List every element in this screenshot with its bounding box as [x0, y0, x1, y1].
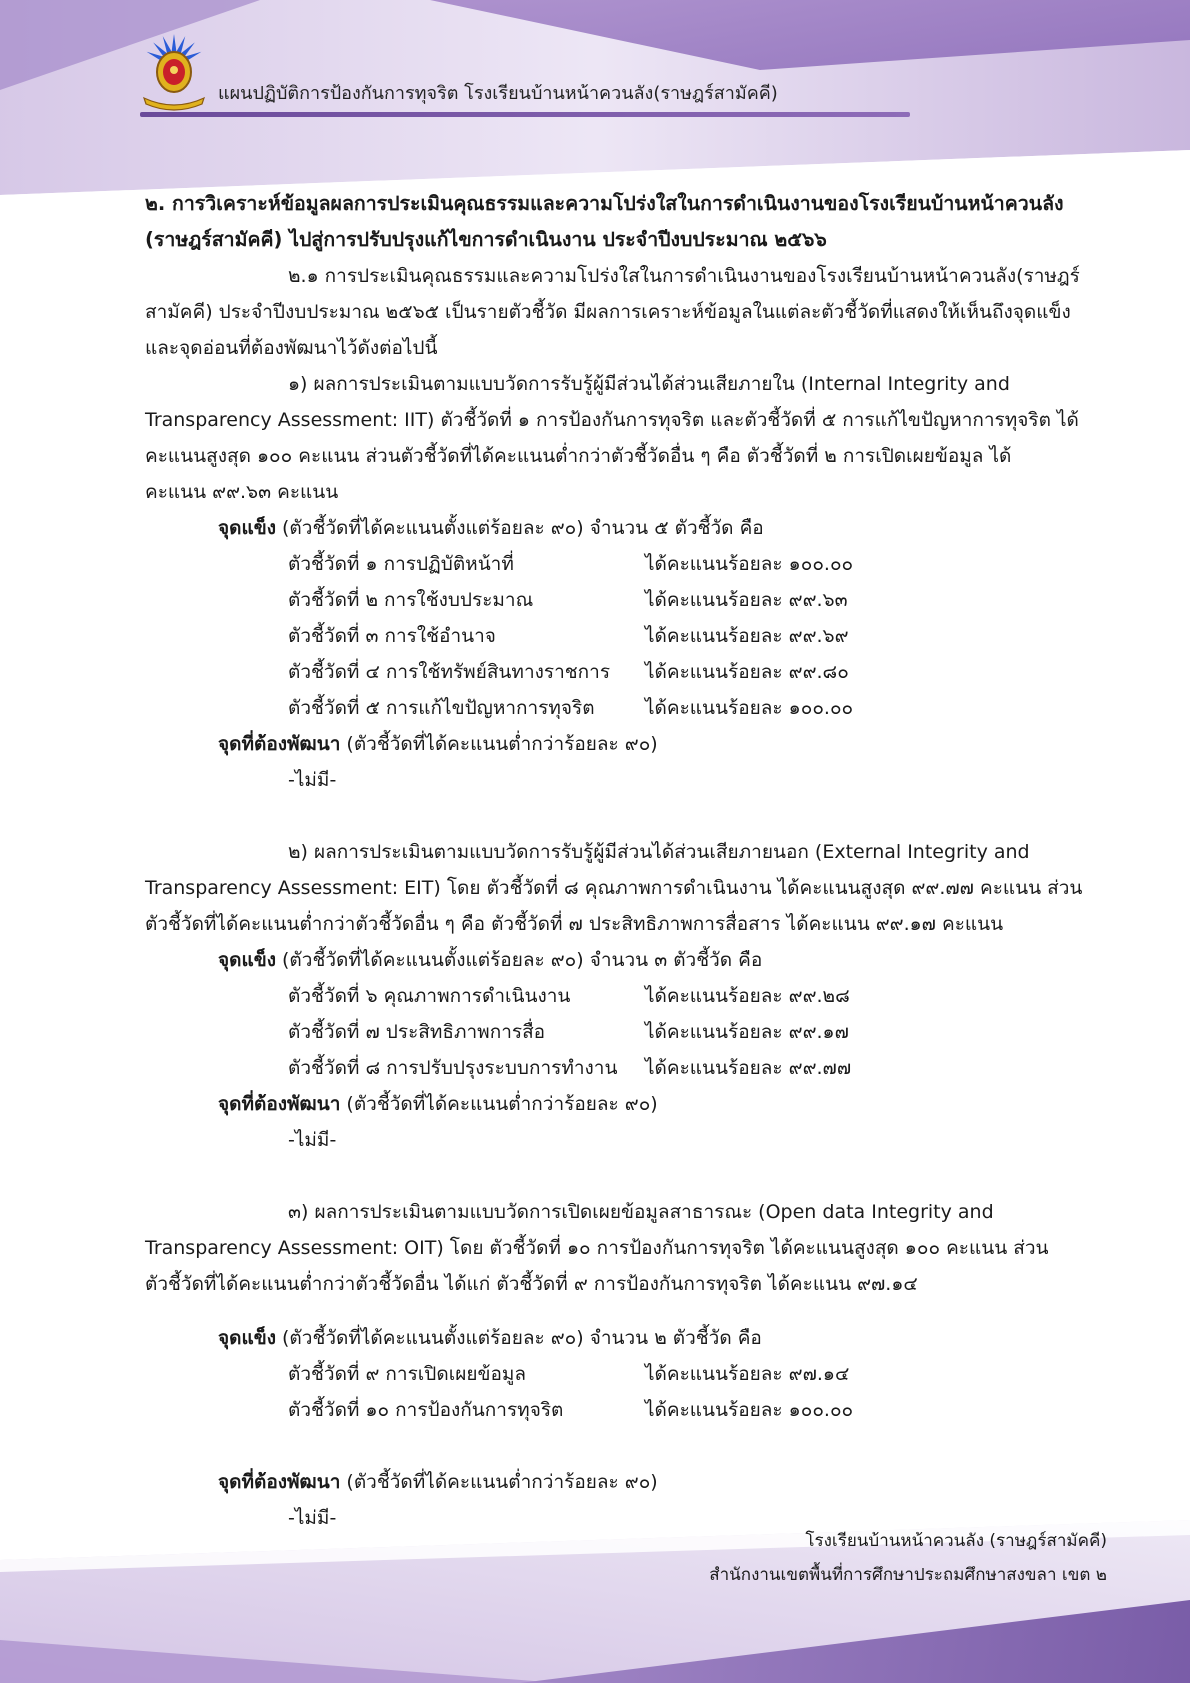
indicator-score: ได้คะแนนร้อยละ ๑๐๐.๐๐ — [645, 553, 854, 575]
indicator-score: ได้คะแนนร้อยละ ๙๙.๒๘ — [645, 985, 850, 1007]
spacer — [145, 798, 1105, 834]
develop-label: จุดที่ต้องพัฒนา — [218, 733, 341, 755]
iit-paragraph-cont: Transparency Assessment: IIT) ตัวชี้วัดที่ ๑ การป้องกันการทุจริต และตัวชี้วัดที่ ๕ การแก้ไขปัญหาการทุจริต ได้ — [145, 409, 1079, 431]
eit-paragraph: ๒) ผลการประเมินตามแบบวัดการรับรู้ผู้มีส่วนได้ส่วนเสียภายนอก (External Integrity and — [288, 841, 1030, 863]
indicator-label: ตัวชี้วัดที่ ๕ การแก้ไขปัญหาการทุจริต — [288, 697, 595, 719]
indicator-row — [145, 546, 1105, 582]
iit-paragraph: ๑) ผลการประเมินตามแบบวัดการรับรู้ผู้มีส่วนได้ส่วนเสียภายใน (Internal Integrity and — [288, 373, 1010, 395]
indicator-label: ตัวชี้วัดที่ ๙ การเปิดเผยข้อมูล — [288, 1363, 527, 1385]
none-text: -ไม่มี- — [288, 1129, 337, 1151]
indicator-label: ตัวชี้วัดที่ ๔ การใช้ทรัพย์สินทางราชการ — [288, 661, 611, 683]
strength-line — [145, 1320, 1105, 1356]
none-text: -ไม่มี- — [288, 769, 337, 791]
intro-paragraph-cont: และจุดอ่อนที่ต้องพัฒนาไว้ดังต่อไปนี้ — [145, 337, 438, 359]
page-footer — [709, 1524, 1107, 1592]
header-divider — [140, 112, 910, 117]
develop-desc: (ตัวชี้วัดที่ได้คะแนนต่ำกว่าร้อยละ ๙๐) — [340, 1093, 658, 1115]
section-heading-cont: (ราษฎร์สามัคคี) ไปสู่การปรับปรุงแก้ไขการดำเนินงาน ประจำปีงบประมาณ ๒๕๖๖ — [145, 228, 827, 251]
intro-paragraph-cont: สามัคคี) ประจำปีงบประมาณ ๒๕๖๕ เป็นรายตัวชี้วัด มีผลการเคราะห์ข้อมูลในแต่ละตัวชี้วัดที่แสดงให้เห็นถึงจุดแข็ง — [145, 301, 1071, 323]
footer-school-name: โรงเรียนบ้านหน้าควนลัง (ราษฎร์สามัคคี) — [805, 1531, 1107, 1551]
school-emblem-icon — [140, 32, 208, 114]
indicator-label: ตัวชี้วัดที่ ๗ ประสิทธิภาพการสื่อ — [288, 1021, 546, 1043]
header-title: แผนปฏิบัติการป้องกันการทุจริต โรงเรียนบ้านหน้าควนลัง(ราษฎร์สามัคคี) — [218, 83, 778, 104]
none-text: -ไม่มี- — [288, 1507, 337, 1529]
indicator-label: ตัวชี้วัดที่ ๖ คุณภาพการดำเนินงาน — [288, 985, 571, 1007]
indicator-score: ได้คะแนนร้อยละ ๑๐๐.๐๐ — [645, 1399, 854, 1421]
indicator-row — [145, 978, 1105, 1014]
indicator-label: ตัวชี้วัดที่ ๑๐ การป้องกันการทุจริต — [288, 1399, 564, 1421]
page-header — [140, 32, 910, 122]
strength-desc: (ตัวชี้วัดที่ได้คะแนนตั้งแต่ร้อยละ ๙๐) จำนวน ๕ ตัวชี้วัด คือ — [275, 517, 764, 539]
strength-line — [145, 942, 1105, 978]
indicator-row — [145, 1014, 1105, 1050]
spacer — [145, 1302, 1105, 1320]
indicator-label: ตัวชี้วัดที่ ๒ การใช้งบประมาณ — [288, 589, 534, 611]
indicator-score: ได้คะแนนร้อยละ ๙๙.๘๐ — [645, 661, 849, 683]
indicator-label: ตัวชี้วัดที่ ๑ การปฏิบัติหน้าที่ — [288, 553, 514, 575]
indicator-score: ได้คะแนนร้อยละ ๙๗.๑๔ — [645, 1363, 850, 1385]
eit-paragraph-cont: ตัวชี้วัดที่ได้คะแนนต่ำกว่าตัวชี้วัดอื่น ๆ คือ ตัวชี้วัดที่ ๗ ประสิทธิภาพการสื่อสาร ได้คะแนน ๙๙.๑๗ คะแนน — [145, 913, 1004, 935]
indicator-row — [145, 618, 1105, 654]
indicator-score: ได้คะแนนร้อยละ ๙๙.๖๓ — [645, 589, 848, 611]
indicator-score: ได้คะแนนร้อยละ ๙๙.๖๙ — [645, 625, 849, 647]
develop-line — [145, 1464, 1105, 1500]
indicator-row — [145, 654, 1105, 690]
strength-desc: (ตัวชี้วัดที่ได้คะแนนตั้งแต่ร้อยละ ๙๐) จำนวน ๓ ตัวชี้วัด คือ — [275, 949, 763, 971]
oit-paragraph-cont: Transparency Assessment: OIT) โดย ตัวชี้วัดที่ ๑๐ การป้องกันการทุจริต ได้คะแนนสูงสุด ๑๐๐ คะแนน ส่วน — [145, 1237, 1049, 1259]
strength-label: จุดแข็ง — [218, 517, 276, 539]
strength-line — [145, 510, 1105, 546]
oit-paragraph-cont: ตัวชี้วัดที่ได้คะแนนต่ำกว่าตัวชี้วัดอื่น ได้แก่ ตัวชี้วัดที่ ๙ การป้องกันการทุจริต ได้คะแนน ๙๗.๑๔ — [145, 1273, 918, 1295]
document-body — [145, 186, 1105, 1536]
indicator-score: ได้คะแนนร้อยละ ๙๙.๗๗ — [645, 1057, 852, 1079]
oit-paragraph: ๓) ผลการประเมินตามแบบวัดการเปิดเผยข้อมูลสาธารณะ (Open data Integrity and — [288, 1201, 994, 1223]
indicator-row — [145, 1356, 1105, 1392]
spacer — [145, 1158, 1105, 1194]
indicator-row — [145, 582, 1105, 618]
indicator-label: ตัวชี้วัดที่ ๓ การใช้อำนาจ — [288, 625, 496, 647]
indicator-row — [145, 1050, 1105, 1086]
footer-office-name: สำนักงานเขตพื้นที่การศึกษาประถมศึกษาสงขลา เขต ๒ — [709, 1565, 1107, 1585]
indicator-score: ได้คะแนนร้อยละ ๑๐๐.๐๐ — [645, 697, 854, 719]
indicator-row — [145, 690, 1105, 726]
intro-paragraph: ๒.๑ การประเมินคุณธรรมและความโปร่งใสในการดำเนินงานของโรงเรียนบ้านหน้าควนลัง(ราษฎร์ — [288, 265, 1080, 287]
iit-paragraph-cont: คะแนน ๙๙.๖๓ คะแนน — [145, 481, 339, 503]
indicator-label: ตัวชี้วัดที่ ๘ การปรับปรุงระบบการทำงาน — [288, 1057, 618, 1079]
spacer — [145, 1428, 1105, 1464]
develop-label: จุดที่ต้องพัฒนา — [218, 1093, 341, 1115]
indicator-row — [145, 1392, 1105, 1428]
develop-line — [145, 1086, 1105, 1122]
develop-line — [145, 726, 1105, 762]
iit-paragraph-cont: คะแนนสูงสุด ๑๐๐ คะแนน ส่วนตัวชี้วัดที่ได้คะแนนต่ำกว่าตัวชี้วัดอื่น ๆ คือ ตัวชี้วัดที่ ๒ การเปิดเผยข้อมูล ได้ — [145, 445, 1012, 467]
strength-label: จุดแข็ง — [218, 949, 276, 971]
develop-label: จุดที่ต้องพัฒนา — [218, 1471, 341, 1493]
develop-desc: (ตัวชี้วัดที่ได้คะแนนต่ำกว่าร้อยละ ๙๐) — [340, 1471, 658, 1493]
strength-label: จุดแข็ง — [218, 1327, 276, 1349]
section-heading: ๒. การวิเคราะห์ข้อมูลผลการประเมินคุณธรรมและความโปร่งใสในการดำเนินงานของโรงเรียนบ้านหน้าควนลัง — [145, 192, 1064, 215]
indicator-score: ได้คะแนนร้อยละ ๙๙.๑๗ — [645, 1021, 849, 1043]
eit-paragraph-cont: Transparency Assessment: EIT) โดย ตัวชี้วัดที่ ๘ คุณภาพการดำเนินงาน ได้คะแนนสูงสุด ๙๙.๗๗ คะแนน ส่วน — [145, 877, 1083, 899]
develop-desc: (ตัวชี้วัดที่ได้คะแนนต่ำกว่าร้อยละ ๙๐) — [340, 733, 658, 755]
strength-desc: (ตัวชี้วัดที่ได้คะแนนตั้งแต่ร้อยละ ๙๐) จำนวน ๒ ตัวชี้วัด คือ — [275, 1327, 762, 1349]
